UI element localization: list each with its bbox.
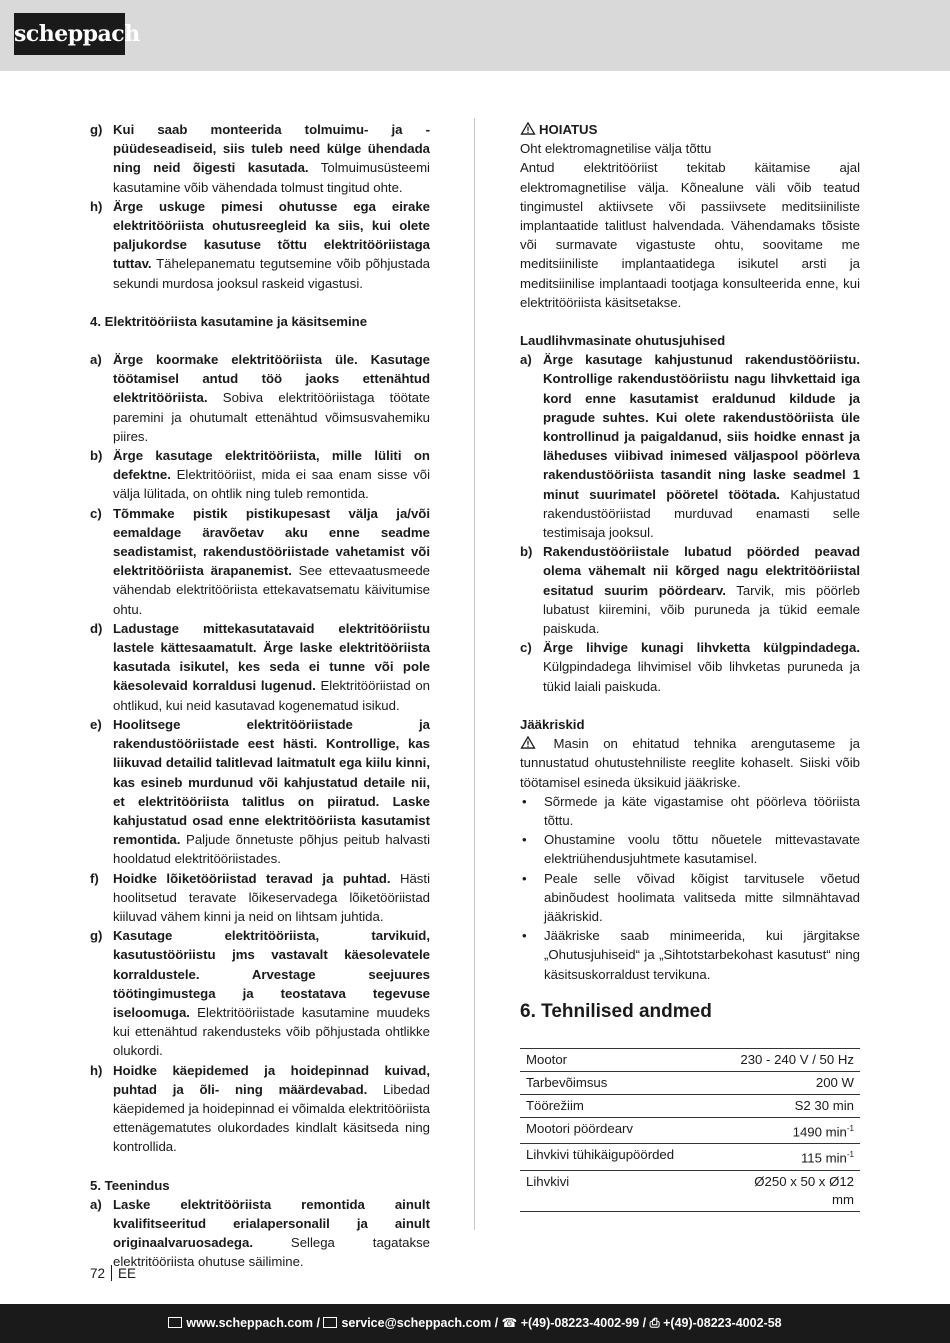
bullet-item: • Jääkriske saab minimeerida, kui järgitakse „Ohutusjuhiseid“ ja „Sihtotstarbekohast kasutust“ ning käsitsuskorraldust tervikuna. bbox=[520, 926, 860, 984]
separator: / bbox=[491, 1316, 502, 1330]
item-text: Sobiva elektritööriistaga töötate paremini ja ohutumalt ettenähtud võimsusvahemiku piires. bbox=[113, 390, 430, 444]
spec-label: Töörežiim bbox=[526, 1097, 584, 1113]
spec-value: 230 - 240 V / 50 Hz bbox=[740, 1051, 854, 1067]
list-item bbox=[90, 1195, 430, 1272]
item-bold-text: Kui saab monteerida tolmuimu- ja -püüdeseadiseid, siis tuleb need külge ühendada ning neid õigesti kasutada. bbox=[113, 122, 430, 176]
item-bold-text: Ärge kasutage kahjustunud rakendustööriistu. Kontrollige rakendustööriistu nagu lihvkettaid iga kord enne kasutamist eraldunud kildude ja pragude suhtes. Kui olete rakendustööriista üle kontrollinud ja paigaldanud, siis hoidke ennast ja läheduses viibivad inimesed väljaspool pöörleva rakendustööriista tasandit ning laske seadmel 1 minut suurimatel pööretel töötada. bbox=[543, 352, 860, 502]
separator: / bbox=[639, 1316, 650, 1330]
item-text: Sellega tagatakse elektritööriista ohutuse säilimine. bbox=[113, 1235, 430, 1270]
item-bold-text: Ärge lihvige kunagi lihvketta külgpindadega. bbox=[543, 640, 860, 656]
spec-label: Mootor bbox=[526, 1051, 568, 1067]
bullet-text: Sõrmede ja käte vigastamise oht pöörleva tööriista tõttu. bbox=[544, 793, 860, 828]
list-item bbox=[90, 619, 430, 715]
phone-number: +(49)-08223-4002-99 bbox=[520, 1316, 640, 1330]
email-icon bbox=[323, 1317, 337, 1328]
item-label: g) bbox=[90, 122, 103, 137]
table-row bbox=[520, 1094, 860, 1117]
item-label: b) bbox=[520, 544, 533, 560]
item-text: Libedad käepidemed ja hoidepinnad ei võimalda elektritööriista ettenägematutes olukordades kindlalt käsitseda ning kontrollida. bbox=[113, 1081, 430, 1155]
item-text: Elektritööriistade kasutamine muudeks kui ettenähtud rakendusteks võib põhjustada ohtlikke olukordi. bbox=[113, 1004, 430, 1059]
language-code: EE bbox=[118, 1266, 137, 1281]
warning-title: HOIATUS bbox=[539, 122, 598, 137]
residual-risks-text bbox=[520, 734, 860, 792]
warning-heading bbox=[520, 120, 860, 139]
spec-value-cell bbox=[710, 1144, 860, 1170]
item-label: a) bbox=[90, 1196, 102, 1212]
bullet-text: Ohustamine voolu tõttu nõuetele mittevastavate elektriühendusjuhtmete kasutamisel. bbox=[544, 832, 860, 867]
list-item bbox=[90, 197, 430, 293]
list-item bbox=[520, 350, 860, 542]
spec-value-cell bbox=[710, 1170, 860, 1211]
item-label: h) bbox=[90, 1062, 103, 1078]
specs-table bbox=[520, 1048, 860, 1212]
spec-label: Lihvkivi tühikäigupöörded bbox=[526, 1147, 675, 1163]
section-6-title: 6. Tehnilised andmed bbox=[520, 1000, 712, 1022]
item-label: b) bbox=[90, 448, 103, 464]
email-link[interactable]: service@scheppach.com bbox=[341, 1316, 492, 1330]
list-item bbox=[520, 542, 860, 638]
item-bold-text: Ärge koormake elektritööriista üle. Kasutage töötamisel antud töö jaoks ettenähtud elektritööriista. bbox=[113, 352, 430, 406]
residual-risks-heading: Jääkriskid bbox=[520, 716, 585, 732]
spec-value: 200 W bbox=[815, 1074, 854, 1090]
spec-label: Lihvkivi bbox=[526, 1173, 570, 1189]
section-5-heading: 5. Teenindus bbox=[90, 1177, 170, 1193]
list-item bbox=[90, 120, 430, 197]
table-row bbox=[520, 1071, 860, 1094]
section-4-heading: 4. Elektritööriista kasutamine ja käsitsemine bbox=[90, 313, 368, 329]
list-item bbox=[90, 1061, 430, 1157]
table-row bbox=[520, 1048, 860, 1071]
spec-label: Mootori pöördearv bbox=[526, 1120, 634, 1136]
list-item bbox=[90, 350, 430, 446]
spec-value: S2 30 min bbox=[794, 1097, 854, 1113]
list-item bbox=[90, 926, 430, 1060]
item-text: Elektritööriist, mida ei saa enam sisse või välja lülitada, on ohtlik ning tuleb remontida. bbox=[113, 467, 430, 502]
fax-number: +(49)-08223-4002-58 bbox=[663, 1316, 782, 1330]
bullet-item: • Peale selle võivad kõigist tarvitusele võetud abinõudest hoolimata valitseda mitte silmnähtavad jääkriskid. bbox=[520, 869, 860, 927]
item-bold-text: Hoidke käepidemed ja hoidepinnad kuivad, puhtad ja õli- ning määrdevabad. bbox=[113, 1062, 430, 1097]
item-bold-text: Kasutage elektritööriista, tarvikuid, kasutustööriistu jms vastavalt käesolevatele korraldustele. Arvestage seejuures töötingimustega ja teostatava tegevuse iseloomuga. bbox=[113, 928, 430, 1020]
item-label: c) bbox=[90, 505, 102, 521]
bullet-text: Peale selle võivad kõigist tarvitusele võetud abinõudest hoolimata valitseda mitte silmnähtavad jääkriskid. bbox=[544, 870, 860, 924]
item-text: Tarvik, mis pöörleb lubatust kiiremini, võib puruneda ja tükid eemale paiskuda. bbox=[543, 582, 860, 637]
spec-value-sup: -1 bbox=[846, 1150, 854, 1160]
item-label: e) bbox=[90, 716, 102, 732]
contact-bar bbox=[0, 1304, 950, 1343]
bullet-item: • Ohustamine voolu tõttu nõuetele mittevastavate elektriühendusjuhtmete kasutamisel. bbox=[520, 830, 860, 868]
residual-risks-body: Masin on ehitatud tehnika arengutaseme ja tunnustatud ohutustehniliste reeglite kohaselt. Siiski võib töötamisel esineda üksikuid jääkriske. bbox=[520, 736, 860, 790]
item-label: c) bbox=[520, 640, 532, 656]
item-text: Külgpindadega lihvimisel võib lihvketas puruneda ja tükid laiali paiskuda. bbox=[543, 659, 860, 694]
list-item bbox=[90, 869, 430, 927]
spec-value: 1490 min bbox=[792, 1124, 847, 1140]
list-item bbox=[90, 715, 430, 869]
item-text: Kahjustatud rakendustööriistad murduvad enamasti selle testimisaja jooksul. bbox=[543, 486, 860, 541]
item-text: Tolmuimusüsteemi kasutamine võib vähendada tolmust tingitud ohte. bbox=[113, 160, 430, 195]
table-row bbox=[520, 1117, 860, 1143]
right-column bbox=[520, 120, 860, 1212]
bullet-item: • Sõrmede ja käte vigastamise oht pöörleva tööriista tõttu. bbox=[520, 792, 860, 830]
table-row bbox=[520, 1144, 860, 1170]
item-label: h) bbox=[90, 198, 103, 214]
column-divider bbox=[474, 118, 475, 1230]
item-text: Elektritööriistad on ohtlikud, kui neid kasutavad kogenematud isikud. bbox=[113, 678, 430, 713]
item-text: See ettevaatusmeede vähendab elektritööriista ettekavatsematu käivitumise ohtu. bbox=[113, 563, 431, 617]
item-text: Hästi hoolitsetud teravate lõikeservadega lõiketööriistad kiiluvad vähem kinni ja neid on lihtsam juhtida. bbox=[113, 870, 430, 924]
item-bold-text: Ladustage mittekasutatavaid elektritööriistu lastele kättesaamatult. Ärge laske elektritööriista kasutada isikutel, kes seda ei tunne või pole käesolevaid korraldusi lugenud. bbox=[113, 620, 430, 694]
item-bold-text: Laske elektritööriista remontida ainult kvalifitseeritud erialapersonalil ja ainult originaalvaruosadega. bbox=[113, 1196, 430, 1251]
warning-icon bbox=[520, 736, 536, 749]
item-label: d) bbox=[90, 620, 103, 636]
fax-icon: ⎙ bbox=[649, 1316, 664, 1330]
item-label: g) bbox=[90, 928, 103, 944]
website-link[interactable]: www.scheppach.com bbox=[186, 1316, 314, 1330]
bullet-text: Jääkriske saab minimeerida, kui järgitakse „Ohutusjuhiseid“ ja „Sihtotstarbekohast kasutust“ ning käsitsuskorraldust tervikuna. bbox=[544, 928, 860, 982]
header-bar bbox=[0, 0, 950, 71]
item-bold-text: Hoolitsege elektritööriistade ja rakendustööriistade eest hästi. Kontrollige, kas liikuvad detailid talitlevad laitmatult ega kiilu kinni, kas esineb murdunud või kahjustatud detaile nii, et elektritööriista talitlus on piiratud. Laske kahjustatud osad enne elektritööriista kasutamist remontida. bbox=[113, 716, 430, 848]
item-label: a) bbox=[90, 352, 102, 368]
item-bold-text: Ärge uskuge pimesi ohutusse ega eirake elektritööriista ohutusreegleid ka siis, kui olete paljukordse kasutuse tõttu elektritööriistaga tuttav. bbox=[113, 198, 430, 272]
spec-label: Tarbevõimsus bbox=[526, 1074, 608, 1090]
page-number: 72 bbox=[90, 1266, 106, 1281]
item-bold-text: Hoidke lõiketööriistad teravad ja puhtad. bbox=[113, 870, 391, 886]
item-label: a) bbox=[520, 352, 532, 368]
computer-icon bbox=[168, 1317, 182, 1328]
page-footer bbox=[90, 1265, 136, 1283]
item-bold-text: Tõmmake pistik pistikupesast välja ja/või eemaldage äravõetav aku enne seadme seadistamist, rakendustööriistade vahetamist või elektritööriista ärapanemist. bbox=[113, 505, 430, 579]
item-text: Paljude õnnetuste põhjus peitub halvasti hooldatud elektritööriistades. bbox=[113, 832, 430, 867]
list-item bbox=[90, 504, 430, 619]
item-bold-text: Ärge kasutage elektritööriista, mille lüliti on defektne. bbox=[113, 448, 430, 483]
warning-icon bbox=[520, 122, 536, 135]
spec-value-unit: mm bbox=[832, 1191, 854, 1207]
warning-text: Antud elektritööriist tekitab käitamise ajal elektromagnetilise välja. Kõnealune väli võib teatud tingimustel aktiivsete või passiivsete meditsiiniliste implantaatide talitlust halvendada. Vähendamaks tõsiste või surmavate vigastuste ohtu, soovitame me meditsiiniliste implantaatidega isikutel arsti ja meditsiinilise implantaadi tootjaga konsulteerida enne, kui elektritööriista käsitsetakse. bbox=[520, 160, 860, 310]
list-item bbox=[520, 638, 860, 696]
item-bold-text: Rakendustööriistale lubatud pöörded peavad olema vähemalt nii kõrged nagu elektritööriistal esitatud suurim pöördearv. bbox=[543, 544, 860, 598]
list-item bbox=[90, 446, 430, 504]
warning-subtitle: Oht elektromagnetilise välja tõttu bbox=[520, 141, 712, 157]
scheppach-logo: scheppach bbox=[14, 13, 125, 55]
separator: / bbox=[313, 1316, 324, 1330]
left-column bbox=[90, 120, 430, 1272]
laud-heading: Laudlihvmasinate ohutusjuhised bbox=[520, 333, 726, 349]
spec-value-sup: -1 bbox=[846, 1123, 854, 1133]
spec-value: 115 min bbox=[800, 1150, 847, 1166]
item-text: Tähelepanematu tegutsemine võib põhjustada sekundi murdosa jooksul raskeid vigastusi. bbox=[113, 256, 430, 291]
spec-value-cell bbox=[710, 1117, 860, 1143]
spec-value: Ø250 x 50 x Ø12 bbox=[754, 1173, 854, 1189]
item-label: f) bbox=[90, 870, 99, 886]
phone-icon: ☎ bbox=[501, 1316, 521, 1330]
table-row bbox=[520, 1170, 860, 1211]
